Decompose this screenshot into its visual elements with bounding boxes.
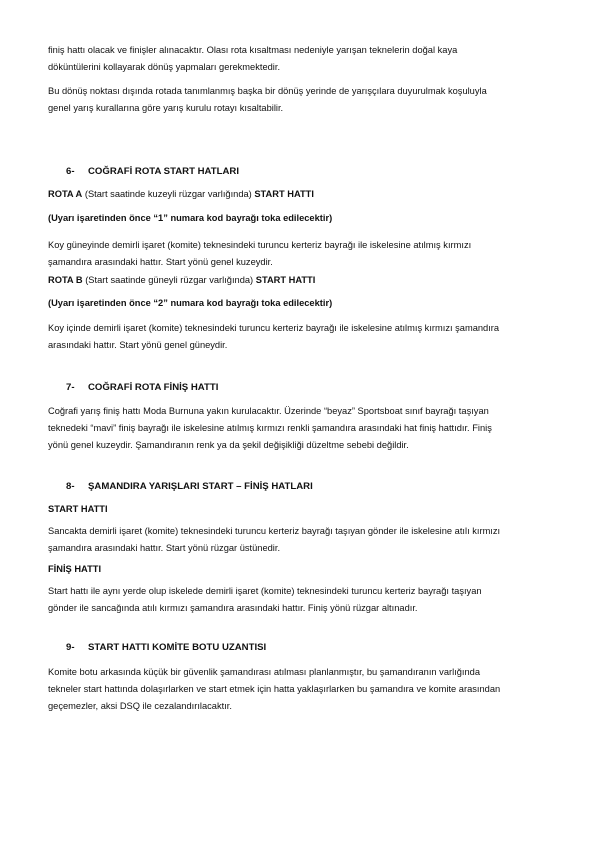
start-line-label: START HATTI (48, 504, 108, 514)
text-line: genel yarış kurallarına göre yarış kurulu rotayı kısaltabilir. (48, 103, 284, 113)
text-line: Bu dönüş noktası dışında rotada tanımlanmış başka bir dönüş yerinde de yarışçılara duyurulmak koşuluyla (48, 86, 487, 96)
text-line: finiş hattı olacak ve finişler alınacaktır. Olası rota kısaltması nedeniyle yarışan teknelerin doğal kaya (48, 45, 458, 55)
text-line: Coğrafi yarış finiş hattı Moda Burnuna yakın kurulacaktır. Üzerinde “beyaz” Sportsboat sınıf bayrağı taşıyan (48, 406, 489, 416)
rota-a-tail: START HATTI (254, 189, 314, 199)
rota-b-title (48, 272, 562, 289)
rota-b-flag-note: (Uyarı işaretinden önce “2” numara kod bayrağı toka edilecektir) (48, 298, 333, 308)
section-9-heading (66, 641, 266, 655)
section-7-body (48, 403, 562, 454)
section-number: 9- (66, 642, 75, 653)
section-number: 7- (66, 382, 75, 393)
section-title: START HATTI KOMİTE BOTU UZANTISI (88, 642, 267, 653)
text-line: Start hattı ile aynı yerde olup iskelede demirli işaret (komite) teknesindeki turuncu kerteriz bayrağı taşıyan (48, 586, 482, 596)
text-line: Komite botu arkasında küçük bir güvenlik şamandırası atılması planlanmıştır, bu şamandıranın varlığında (48, 667, 481, 677)
text-line: tekneler start hattında dolaşırlarken ve start etmek için hatta yaklaşırlarken bu şamandıra ve komite arasından (48, 684, 501, 694)
section-title: ŞAMANDIRA YARIŞLARI START – FİNİŞ HATLARI (88, 481, 313, 492)
section-9-body (48, 664, 562, 715)
rota-a-title (48, 186, 562, 203)
text-line: Koy içinde demirli işaret (komite) teknesindeki turuncu kerteriz bayrağı ile iskelesine atılmış kırmızı şamandıra (48, 323, 500, 333)
text-line: teknedeki “mavi” finiş bayrağı ile iskelesine atılmış kırmızı renkli şamandıra arasındaki hat finiş hattıdır. Finiş (48, 423, 492, 433)
section-6-heading (66, 165, 239, 179)
section-8-heading (66, 480, 313, 494)
text-line: Sancakta demirli işaret (komite) teknesindeki turuncu kerteriz bayrağı taşıyan gönder ile iskelesine atılı kırmızı (48, 526, 501, 536)
section-7-heading (66, 381, 218, 395)
section-number: 8- (66, 481, 75, 492)
text-line: yönü genel kuzeydir. Şamandıranın renk ya da şekil değişikliği düzeltme sebebi değildir. (48, 440, 409, 450)
rota-b-description (48, 320, 562, 354)
rota-a-flag-note: (Uyarı işaretinden önce “1” numara kod bayrağı toka edilecektir) (48, 213, 333, 223)
text-line: Koy güneyinde demirli işaret (komite) teknesindeki turuncu kerteriz bayrağı ile iskelesine atılmış kırmızı (48, 240, 472, 250)
text-line: arasındaki hattır. Start yönü genel güneydir. (48, 340, 228, 350)
text-line: döküntülerini kollayarak dönüş yapmaları gerekmektedir. (48, 62, 281, 72)
text-line: şamandıra arasındaki hattır. Start yönü rüzgar üstünedir. (48, 543, 281, 553)
section-number: 6- (66, 166, 75, 177)
finish-line-label: FİNİŞ HATTI (48, 564, 102, 574)
intro-paragraph-1 (48, 42, 562, 76)
section-title: COĞRAFİ ROTA FİNİŞ HATTI (88, 382, 219, 393)
text-line: gönder ile sancağında atılı kırmızı şamandıra arasındaki hattır. Finiş yönü rüzgar altınadır. (48, 603, 418, 613)
rota-a-label: ROTA A (48, 189, 83, 199)
rota-a-description (48, 237, 562, 271)
rota-b-tail: START HATTI (255, 275, 316, 285)
section-title: COĞRAFİ ROTA START HATLARI (88, 166, 239, 177)
start-line-description (48, 523, 562, 557)
rota-a-condition: (Start saatinde kuzeyli rüzgar varlığında) (84, 189, 252, 199)
intro-paragraph-2 (48, 83, 562, 117)
text-line: geçemezler, aksi DSQ ile cezalandırılacaktır. (48, 701, 232, 711)
finish-line-description (48, 583, 562, 617)
text-line: şamandıra arasındaki hattır. Start yönü genel kuzeydir. (48, 257, 273, 267)
rota-b-label: ROTA B (48, 275, 83, 285)
rota-b-condition: (Start saatinde güneyli rüzgar varlığında) (85, 275, 254, 285)
